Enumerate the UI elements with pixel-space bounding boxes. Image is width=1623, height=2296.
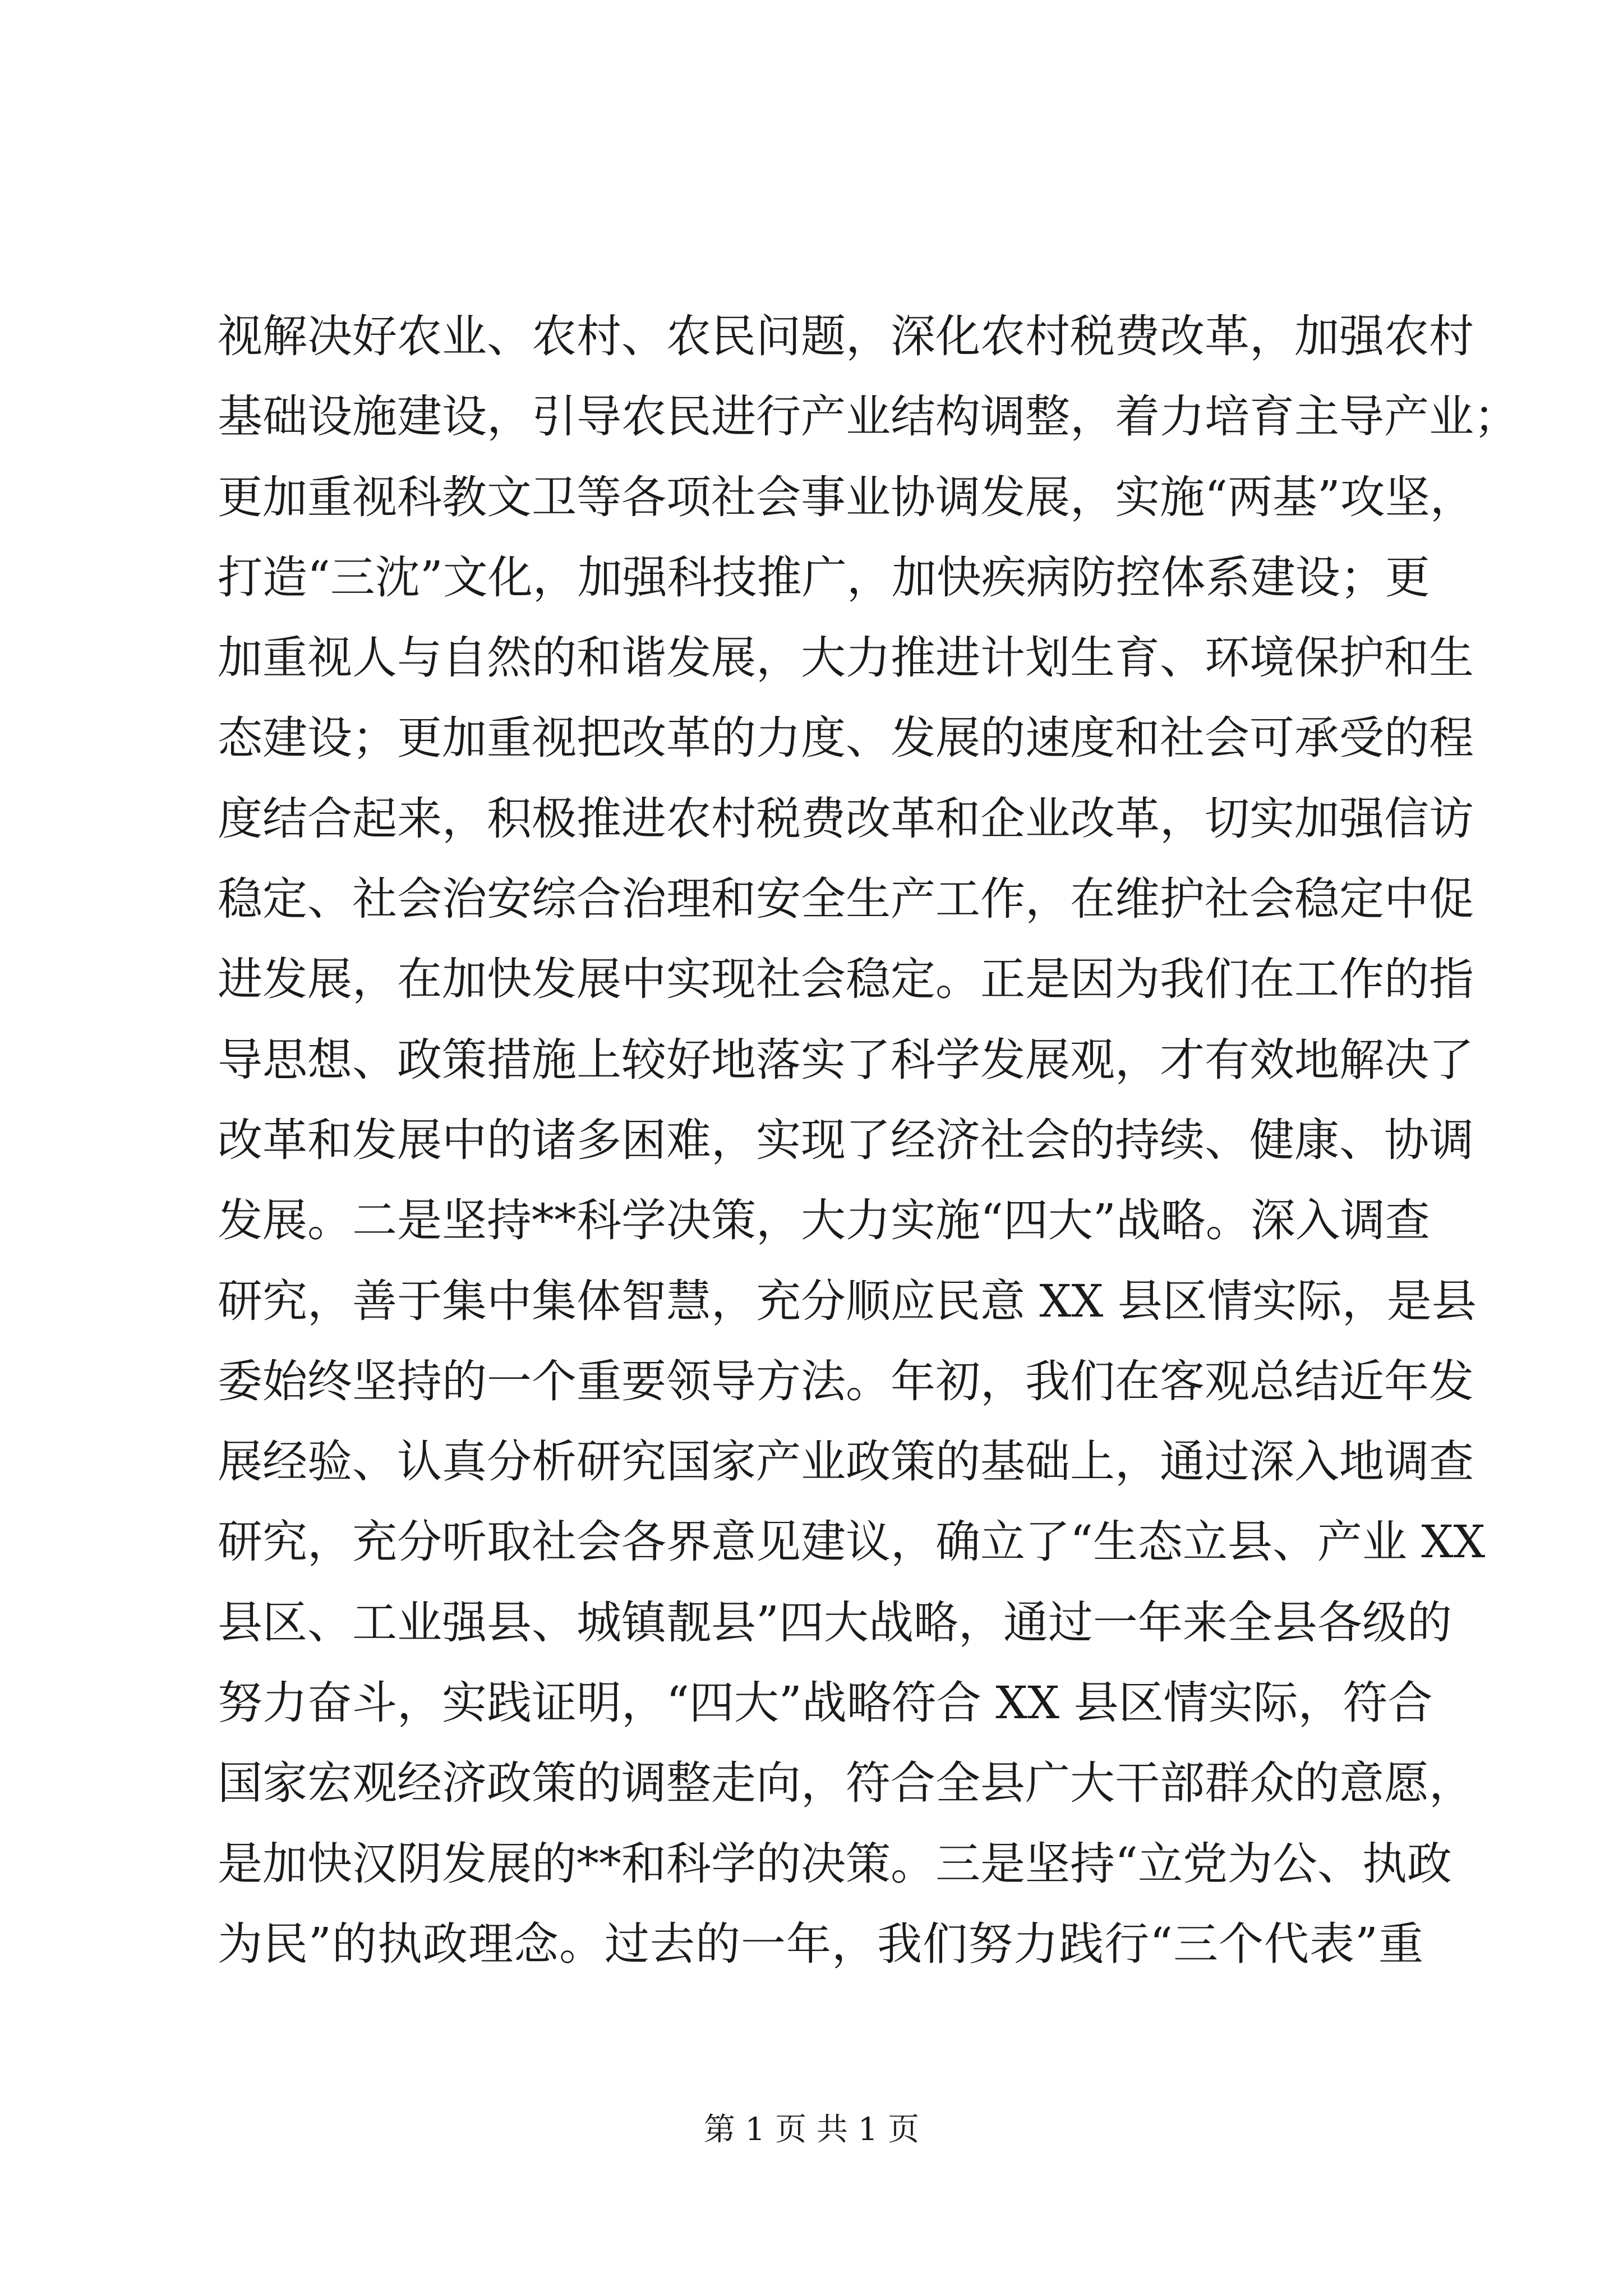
text-line: 国家宏观经济政策的调整走向，符合全县广大干部群众的意愿， xyxy=(218,1757,1474,1810)
text-line: 打造“三沈”文化，加强科技推广，加快疾病防控体系建设；更 xyxy=(218,551,1430,604)
text-line: 是加快汉阴发展的**和科学的决策。三是坚持“立党为公、执政 xyxy=(218,1837,1452,1890)
text-line: 加重视人与自然的和谐发展，大力推进计划生育、环境保护和生 xyxy=(218,632,1474,684)
text-line: 研究，充分听取社会各界意见建议，确立了“生态立县、产业 XX xyxy=(218,1516,1486,1568)
text-line: 进发展，在加快发展中实现社会稳定。正是因为我们在工作的指 xyxy=(218,953,1474,1006)
text-line: 态建设；更加重视把改革的力度、发展的速度和社会可承受的程 xyxy=(218,712,1474,765)
text-line: 导思想、政策措施上较好地落实了科学发展观，才有效地解决了 xyxy=(218,1033,1474,1086)
text-line: 努力奋斗，实践证明，“四大”战略符合 XX 县区情实际，符合 xyxy=(218,1677,1433,1729)
text-line: 视解决好农业、农村、农民问题，深化农村税费改革，加强农村 xyxy=(218,310,1474,362)
text-line: 更加重视科教文卫等各项社会事业协调发展，实施“两基”攻坚， xyxy=(218,471,1475,523)
text-line: 基础设施建设，引导农民进行产业结构调整，着力培育主导产业； xyxy=(218,390,1519,443)
page-footer xyxy=(0,2110,1623,2150)
text-line: 县区、工业强县、城镇靓县”四大战略，通过一年来全县各级的 xyxy=(218,1596,1452,1649)
text-line: 稳定、社会治安综合治理和安全生产工作，在维护社会稳定中促 xyxy=(218,873,1474,926)
text-line: 为民”的执政理念。过去的一年，我们努力践行“三个代表”重 xyxy=(218,1917,1423,1970)
text-line: 发展。二是坚持**科学决策，大力实施“四大”战略。深入调查 xyxy=(218,1194,1430,1247)
text-line: 委始终坚持的一个重要领导方法。年初，我们在客观总结近年发 xyxy=(218,1355,1474,1407)
text-line: 展经验、认真分析研究国家产业政策的基础上，通过深入地调查 xyxy=(218,1435,1474,1488)
body-text xyxy=(218,296,1519,1984)
page-number-label: 第 1 页 共 1 页 xyxy=(703,2111,920,2148)
text-line: 研究，善于集中集体智慧，充分顺应民意 XX 县区情实际，是县 xyxy=(218,1274,1477,1327)
text-line: 度结合起来，积极推进农村税费改革和企业改革，切实加强信访 xyxy=(218,792,1474,845)
text-line: 改革和发展中的诸多困难，实现了经济社会的持续、健康、协调 xyxy=(218,1114,1474,1166)
